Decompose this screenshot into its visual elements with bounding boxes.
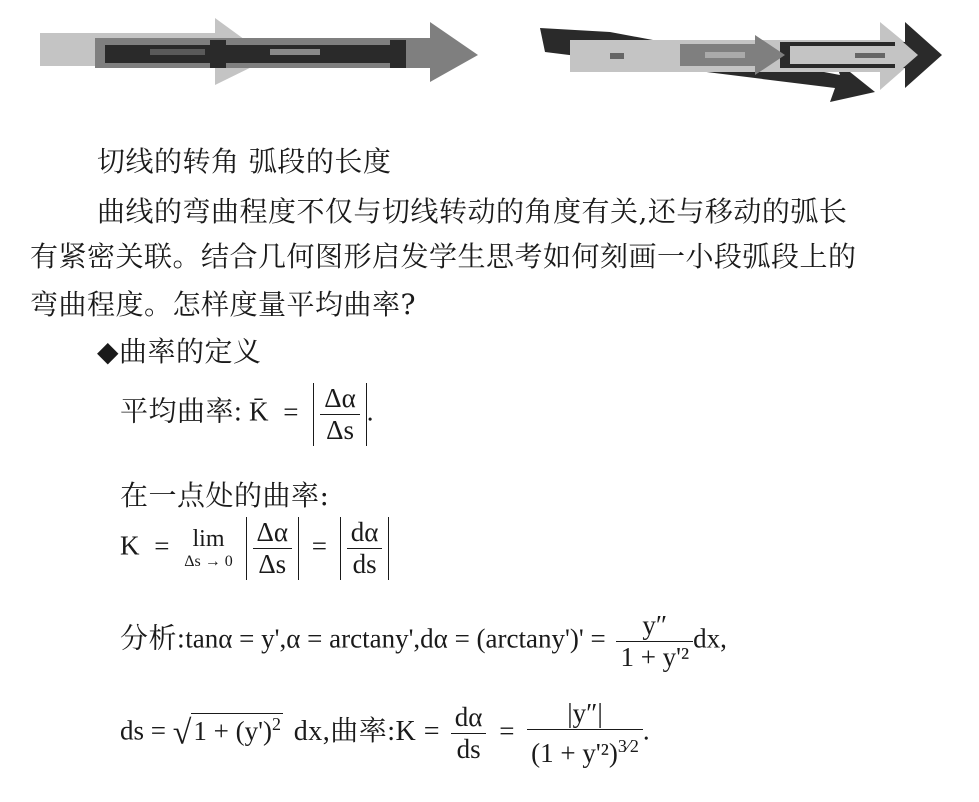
shaft-highlight-1 xyxy=(150,49,205,55)
dash-mark-3 xyxy=(855,53,885,58)
straight-arrows-graphic xyxy=(40,18,478,85)
ds-den2 xyxy=(527,729,643,769)
paragraph-line-2: 有紧密关联。结合几何图形启发学生思考如何刻画一小段弧段上的 xyxy=(30,240,857,273)
arrows-figure xyxy=(0,0,979,115)
limit-lhs: K xyxy=(120,530,140,561)
ds-den2-exp: 3⁄2 xyxy=(617,736,639,756)
analysis-num: y″ xyxy=(642,610,668,640)
ds-den2-base: (1 + y'²) xyxy=(531,738,618,768)
limit-num1: Δα xyxy=(256,517,289,547)
analysis-label: 分析: xyxy=(120,623,186,655)
section-heading: 切线的转角 弧段的长度 xyxy=(97,145,392,178)
ds-end: . xyxy=(642,715,650,746)
paragraph-line-1: 曲线的弯曲程度不仅与切线转动的角度有关,还与移动的弧长 xyxy=(97,195,848,228)
limit-formula xyxy=(120,517,389,580)
paragraph-line-3: 弯曲程度。怎样度量平均曲率? xyxy=(30,288,417,321)
lim-text: lim xyxy=(192,526,225,552)
dark-knot-2 xyxy=(390,40,406,68)
dark-knot-1 xyxy=(210,40,226,68)
limit-den2: ds xyxy=(347,548,383,580)
sqrt-radicand xyxy=(191,713,283,746)
dash-mark-1 xyxy=(610,53,624,59)
avg-den: Δs xyxy=(320,414,360,446)
analysis-tail: dx, xyxy=(693,623,727,654)
limit-abs-2 xyxy=(340,517,390,580)
limit-den1: Δs xyxy=(253,548,293,580)
avg-eq: = xyxy=(283,396,299,427)
analysis-formula xyxy=(120,610,727,673)
shaft-highlight-2 xyxy=(270,49,320,55)
definition-title: ◆曲率的定义 xyxy=(97,335,262,368)
avg-curvature-formula xyxy=(120,383,374,446)
ds-lhs: ds = xyxy=(120,715,166,746)
sqrt-symbol: √ xyxy=(172,714,192,752)
dash-mark-2 xyxy=(705,52,745,58)
point-curvature-label: 在一点处的曲率: xyxy=(120,479,330,512)
ds-formula xyxy=(120,698,650,769)
ds-num1: dα xyxy=(454,702,483,732)
turned-arrows-graphic xyxy=(540,22,942,102)
avg-end: . xyxy=(366,396,374,427)
avg-num: Δα xyxy=(324,383,356,413)
avg-curvature-label: 平均曲率: xyxy=(120,396,243,428)
limit-operator xyxy=(184,526,233,571)
ds-after-sqrt: dx,曲率:K = xyxy=(293,715,441,747)
limit-abs-1 xyxy=(246,517,300,580)
limit-num2: dα xyxy=(350,517,379,547)
analysis-den: 1 + y'² xyxy=(616,641,693,673)
ds-num2: |y″| xyxy=(567,698,603,728)
sqrt-exp: 2 xyxy=(271,713,281,734)
lim-subscript: Δs → 0 xyxy=(184,553,233,570)
avg-curvature-lhs: K̄ xyxy=(249,396,269,427)
ds-eq: = xyxy=(499,715,515,746)
sqrt-content: 1 + (y') xyxy=(193,715,272,746)
analysis-text: tanα = y',α = arctany',dα = (arctany')' = xyxy=(185,623,606,654)
ds-den1: ds xyxy=(451,733,487,765)
limit-eq2: = xyxy=(311,530,327,561)
limit-eq1: = xyxy=(154,530,170,561)
avg-abs xyxy=(313,383,367,446)
